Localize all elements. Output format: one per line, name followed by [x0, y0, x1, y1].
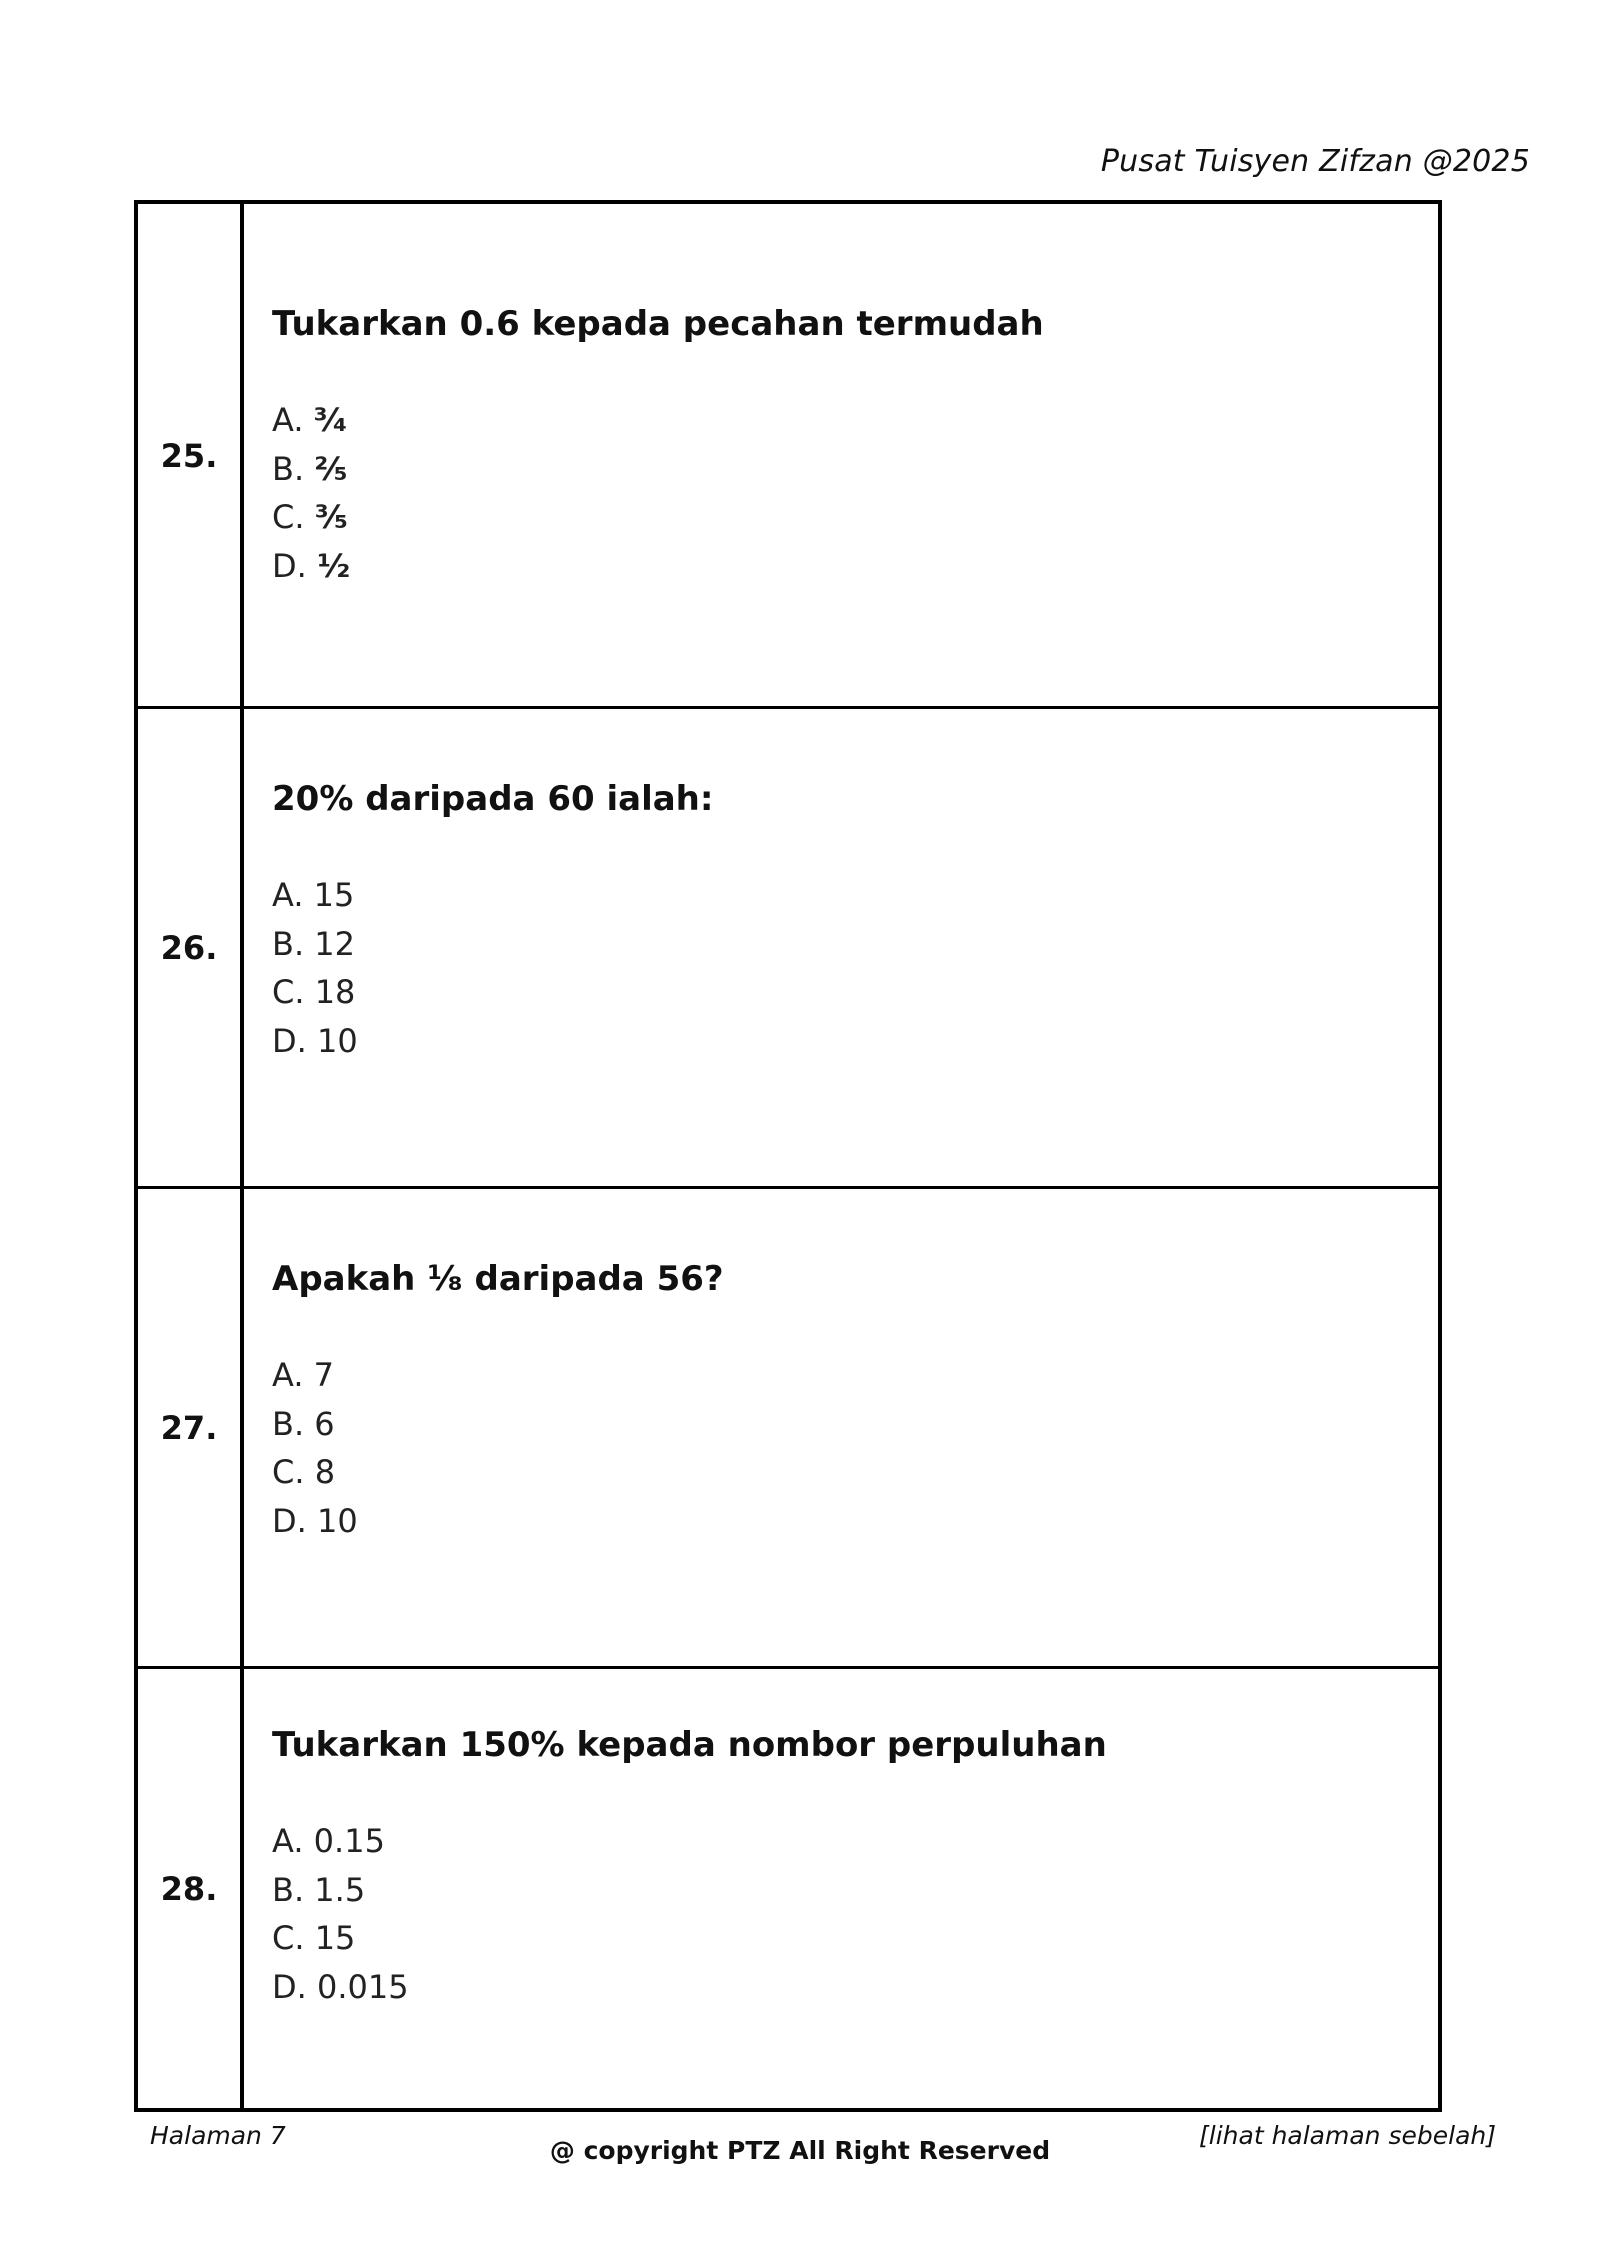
- option-label: B.: [272, 1404, 305, 1443]
- option-value: ¹⁄₂: [316, 546, 351, 585]
- option-label: A.: [272, 1356, 304, 1394]
- next-page-label: [lihat halaman sebelah]: [1199, 2121, 1496, 2150]
- option-value: 18: [314, 973, 356, 1011]
- option-value: 0.15: [313, 1822, 385, 1860]
- option-label: A.: [272, 1822, 304, 1860]
- option-item: [272, 1400, 1418, 1449]
- option-item: [272, 968, 1418, 1017]
- option-value: 10: [316, 1501, 358, 1540]
- question-number: 25.: [138, 204, 244, 707]
- option-label: A.: [272, 401, 304, 439]
- question-text: 20% daripada 60 ialah:: [272, 779, 714, 819]
- option-item: [272, 871, 1418, 920]
- question-number: 27.: [138, 1189, 244, 1666]
- option-item: [272, 396, 1418, 445]
- question-text: Tukarkan 0.6 kepada pecahan termudah: [272, 304, 1044, 344]
- option-label: B.: [272, 449, 305, 488]
- option-item: [272, 1017, 1418, 1066]
- option-item: [272, 542, 1418, 591]
- option-item: [272, 1497, 1418, 1546]
- question-number: 26.: [138, 709, 244, 1186]
- option-item: [272, 1914, 1418, 1963]
- option-value: ²⁄₅: [314, 449, 348, 488]
- question-row: [138, 1186, 1438, 1666]
- option-list: [272, 396, 1418, 590]
- option-item: [272, 1351, 1418, 1400]
- header-center-label: Pusat Tuisyen Zifzan @2025: [1100, 144, 1530, 179]
- option-label: D.: [272, 1021, 307, 1060]
- option-item: [272, 1817, 1418, 1866]
- option-value: 15: [314, 1919, 356, 1957]
- question-row: [138, 706, 1438, 1186]
- option-item: [272, 920, 1418, 969]
- option-value: 15: [313, 876, 355, 914]
- option-label: B.: [272, 924, 305, 963]
- option-label: D.: [272, 1967, 307, 2006]
- question-number: 28.: [138, 1669, 244, 2108]
- option-label: D.: [272, 546, 307, 585]
- question-content: [272, 709, 1418, 1065]
- copyright-label: @ copyright PTZ All Right Reserved: [549, 2136, 1051, 2165]
- option-item: [272, 1963, 1418, 2012]
- option-label: C.: [272, 1919, 305, 1957]
- option-item: [272, 493, 1418, 542]
- page-number-label: Halaman 7: [150, 2121, 286, 2150]
- option-item: [272, 1448, 1418, 1497]
- option-item: [272, 445, 1418, 494]
- option-label: C.: [272, 498, 305, 536]
- option-list: [272, 1351, 1418, 1545]
- question-content: [272, 204, 1418, 590]
- option-value: 12: [314, 924, 356, 963]
- option-value: 1.5: [314, 1870, 366, 1909]
- option-value: ³⁄₅: [314, 498, 349, 536]
- option-label: A.: [272, 876, 304, 914]
- question-content: [272, 1189, 1418, 1545]
- question-text: Tukarkan 150% kepada nombor perpuluhan: [272, 1725, 1107, 1765]
- option-list: [272, 1817, 1418, 2011]
- option-label: B.: [272, 1870, 305, 1909]
- option-value: 8: [314, 1453, 336, 1491]
- option-label: C.: [272, 1453, 305, 1491]
- option-item: [272, 1866, 1418, 1915]
- question-row: [138, 204, 1438, 707]
- option-label: D.: [272, 1501, 307, 1540]
- question-row: [138, 1666, 1438, 2108]
- option-value: 6: [314, 1404, 335, 1443]
- option-value: 7: [313, 1356, 335, 1394]
- question-table: [134, 200, 1442, 2112]
- option-value: 0.015: [316, 1967, 409, 2006]
- option-label: C.: [272, 973, 305, 1011]
- option-value: 10: [316, 1021, 358, 1060]
- option-value: ³⁄₄: [313, 401, 348, 439]
- question-text: Apakah ¹⁄₈ daripada 56?: [272, 1259, 724, 1299]
- option-list: [272, 871, 1418, 1065]
- question-content: [272, 1669, 1418, 2011]
